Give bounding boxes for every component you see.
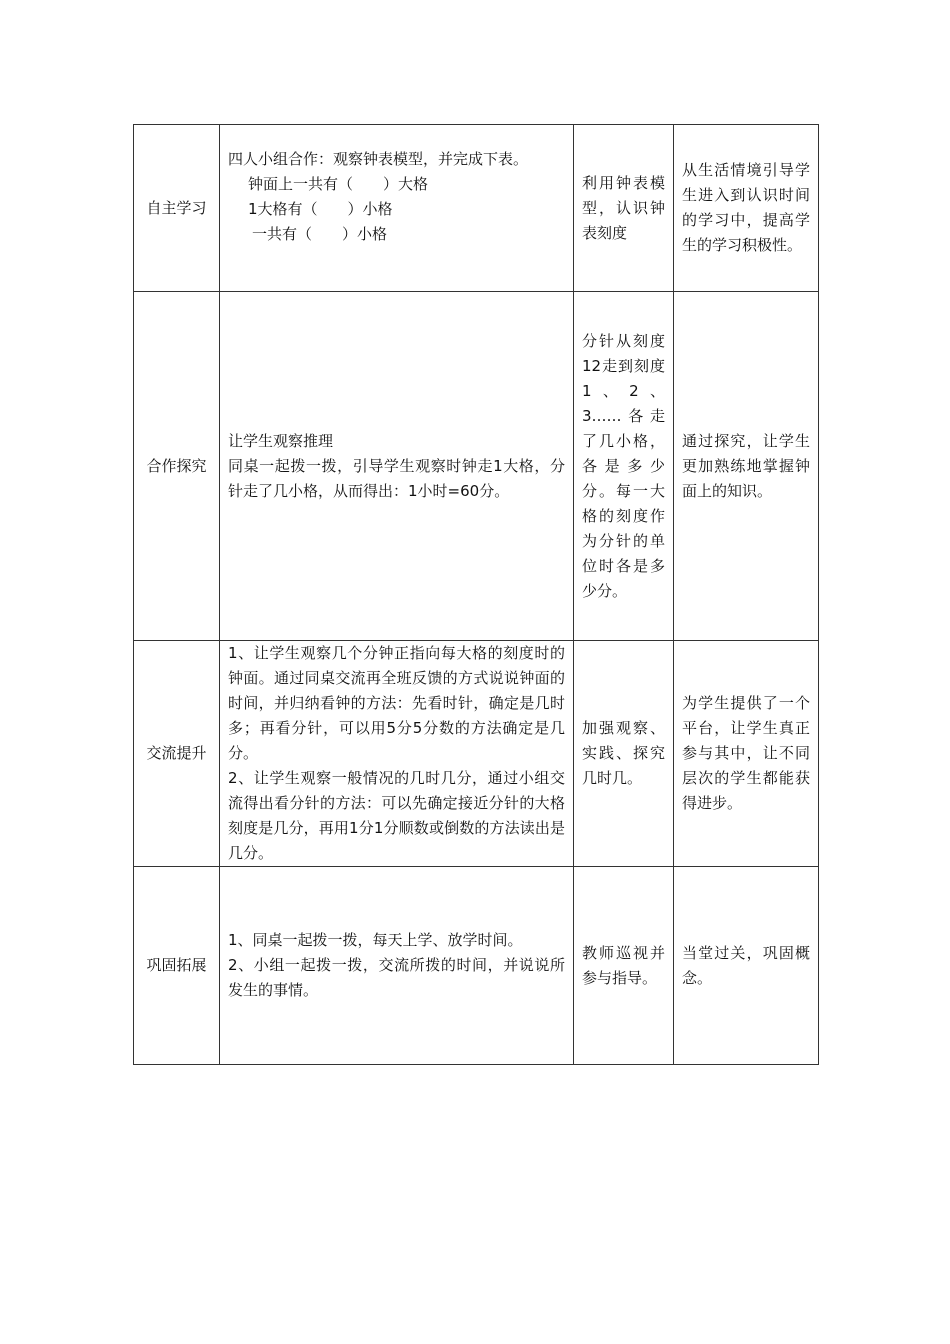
lesson-plan-table — [133, 124, 819, 1065]
activity-cell: 教师巡视并参与指导。 — [574, 867, 674, 1065]
intent-cell: 当堂过关，巩固概念。 — [674, 867, 819, 1065]
content-line: 2、小组一起拨一拨，交流所拨的时间，并说说所发生的事情。 — [228, 956, 565, 999]
content-cell — [220, 292, 574, 641]
content-line: 一共有（ ）小格 — [252, 225, 388, 243]
stage-cell: 交流提升 — [134, 641, 220, 867]
table-row — [134, 867, 819, 1065]
content-line: 四人小组合作：观察钟表模型，并完成下表。 — [228, 150, 529, 168]
table-row — [134, 292, 819, 641]
content-line: 钟面上一共有（ ）大格 — [248, 175, 429, 193]
content-cell — [220, 125, 574, 292]
content-line: 让学生观察推理 — [228, 431, 334, 450]
stage-cell: 自主学习 — [134, 125, 220, 292]
content-line: 1大格有（ ）小格 — [248, 200, 393, 218]
intent-cell: 通过探究，让学生更加熟练地掌握钟面上的知识。 — [674, 292, 819, 641]
intent-cell: 从生活情境引导学生进入到认识时间的学习中，提高学生的学习积极性。 — [674, 125, 819, 292]
content-cell — [220, 867, 574, 1065]
activity-cell: 分针从刻度12走到刻度1、2、3……各走了几小格，各是多少分。每一大格的刻度作为分针的单位时各是多少分。 — [574, 292, 674, 641]
table-row — [134, 641, 819, 867]
content-line: 1、同桌一起拨一拨，每天上学、放学时间。 — [228, 931, 523, 949]
intent-cell: 为学生提供了一个平台，让学生真正参与其中，让不同层次的学生都能获得进步。 — [674, 641, 819, 867]
content-line: 1、让学生观察几个分钟正指向每大格的刻度时的钟面。通过同桌交流再全班反馈的方式说说钟面的时间，并归纳看钟的方法：先看时针，确定是几时多；再看分针，可以用5分5分数的方法确定是几分。 — [228, 644, 565, 762]
content-cell — [220, 641, 574, 867]
table-row — [134, 125, 819, 292]
activity-cell: 利用钟表模型，认识钟表刻度 — [574, 125, 674, 292]
content-line: 2、让学生观察一般情况的几时几分，通过小组交流得出看分针的方法：可以先确定接近分针的大格刻度是几分，再用1分1分顺数或倒数的方法读出是几分。 — [228, 769, 565, 862]
content-line: 同桌一起拨一拨，引导学生观察时钟走1大格，分针走了几小格，从而得出：1小时=60分。 — [228, 456, 565, 500]
stage-cell: 巩固拓展 — [134, 867, 220, 1065]
stage-cell: 合作探究 — [134, 292, 220, 641]
activity-cell: 加强观察、实践、探究几时几。 — [574, 641, 674, 867]
